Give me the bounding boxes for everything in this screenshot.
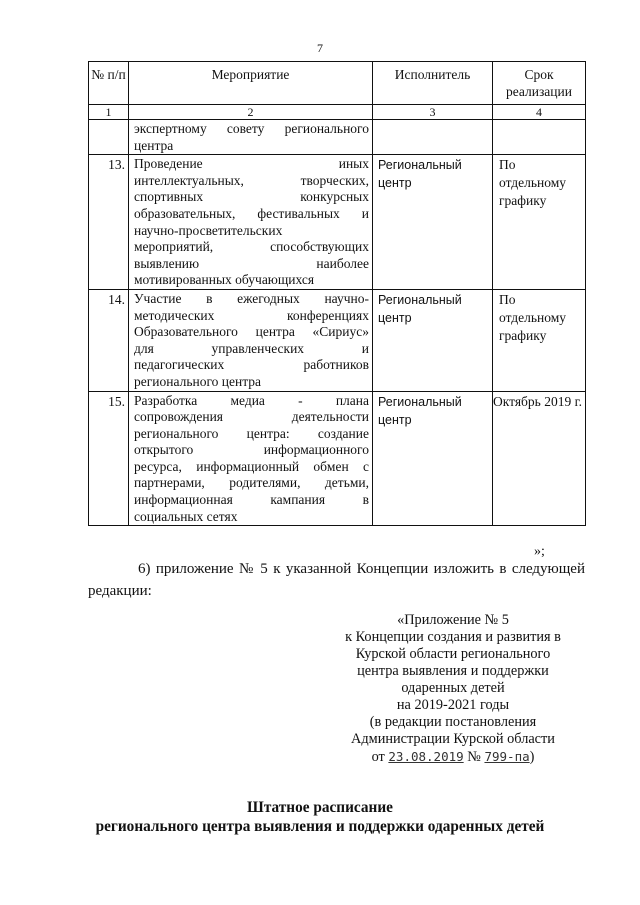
- activity-line: партнерами, родителями, детьми,: [134, 475, 369, 491]
- term-cell: Октябрь 2019 г.: [493, 391, 586, 526]
- appendix-line: на 2019-2021 годы: [396, 697, 510, 713]
- closing-paren: ): [529, 749, 535, 765]
- document-title: Штатное расписание: [247, 799, 393, 816]
- column-number: 1: [89, 105, 129, 120]
- activity-line: мотивированных обучающихся: [134, 272, 315, 288]
- header-term: Срок реализации: [493, 62, 586, 105]
- closing-quote: »;: [534, 544, 545, 559]
- header-number: № п/п: [89, 62, 129, 105]
- activity-line: педагогических работников: [134, 357, 369, 373]
- activity-line: образовательных, фестивальных и: [134, 205, 369, 221]
- activity-line: экспертному совету регионального: [134, 121, 369, 136]
- activity-line: ресурса, информационный обмен с: [134, 458, 369, 474]
- table-row: [89, 155, 586, 290]
- appendix-line: к Концепции создания и развития в: [345, 629, 561, 645]
- column-number: 2: [129, 105, 373, 120]
- activity-line: для управленческих и: [134, 340, 369, 356]
- number-prefix: №: [467, 749, 481, 765]
- term-cell: По отдельному графику: [493, 289, 586, 391]
- executor-cell: Региональный центр: [373, 155, 493, 290]
- activity-line: открытого информационного: [134, 442, 369, 458]
- activity-line: мероприятий, способствующих: [134, 239, 369, 255]
- activity-line: Проведение иных: [134, 156, 369, 172]
- document-subtitle: регионального центра выявления и поддержки одаренных детей: [95, 818, 545, 835]
- table-header-row: [89, 62, 586, 105]
- activity-cell: [129, 391, 373, 526]
- appendix-date-line: [320, 748, 586, 766]
- term-cell: По отдельному графику: [493, 155, 586, 290]
- header-executor: Исполнитель: [373, 62, 493, 105]
- activity-line: интеллектуальных, творческих,: [134, 172, 369, 188]
- amendment-line: 6) приложение № 5 к указанной Концепции изложить в следующей: [138, 561, 585, 577]
- row-number: 14.: [89, 289, 129, 391]
- activity-cell: [129, 289, 373, 391]
- row-number: 13.: [89, 155, 129, 290]
- activity-line: регионального центра: [134, 373, 262, 389]
- row-number: [89, 120, 129, 155]
- decree-number: 799-па: [484, 749, 530, 764]
- header-activity: Мероприятие: [129, 62, 373, 105]
- activity-line: сопровождения деятельности: [134, 409, 369, 425]
- appendix-line: одаренных детей: [401, 680, 505, 696]
- amendment-line: редакции:: [88, 583, 152, 599]
- column-number: 3: [373, 105, 493, 120]
- activity-cell: [129, 120, 373, 155]
- executor-cell: [373, 120, 493, 155]
- executor-cell: Региональный центр: [373, 391, 493, 526]
- table-row: [89, 391, 586, 526]
- activity-line: выявлению наиболее: [134, 255, 369, 271]
- executor-cell: Региональный центр: [373, 289, 493, 391]
- activity-line: информационная кампания в: [134, 492, 369, 508]
- activity-line: центра: [134, 137, 174, 153]
- activity-line: Разработка медиа - плана: [134, 392, 369, 408]
- activities-table: [88, 61, 586, 526]
- column-number: 4: [493, 105, 586, 120]
- appendix-line: «Приложение № 5: [397, 612, 509, 628]
- appendix-line: Курской области регионального: [355, 646, 551, 662]
- activity-line: социальных сетях: [134, 508, 238, 524]
- appendix-line: центра выявления и поддержки: [357, 663, 549, 679]
- activity-line: научно-просветительских: [134, 222, 283, 238]
- activity-line: Участие в ежегодных научно-: [134, 290, 369, 306]
- from-prefix: от: [371, 749, 385, 765]
- page-number: 7: [317, 41, 323, 55]
- amendment-paragraph: [88, 558, 585, 602]
- decree-date: 23.08.2019: [388, 749, 464, 764]
- table-row: [89, 120, 586, 155]
- activity-line: регионального центра: создание: [134, 425, 369, 441]
- term-cell: [493, 120, 586, 155]
- column-numbers-row: [89, 105, 586, 120]
- appendix-heading: [320, 612, 586, 766]
- activity-line: Образовательного центра «Сириус»: [134, 324, 369, 340]
- table-row: [89, 289, 586, 391]
- activity-line: методических конференциях: [134, 307, 369, 323]
- row-number: 15.: [89, 391, 129, 526]
- activity-cell: [129, 155, 373, 290]
- appendix-line: (в редакции постановления: [369, 714, 537, 730]
- activity-line: спортивных конкурсных: [134, 189, 369, 205]
- appendix-line: Администрации Курской области: [351, 731, 555, 747]
